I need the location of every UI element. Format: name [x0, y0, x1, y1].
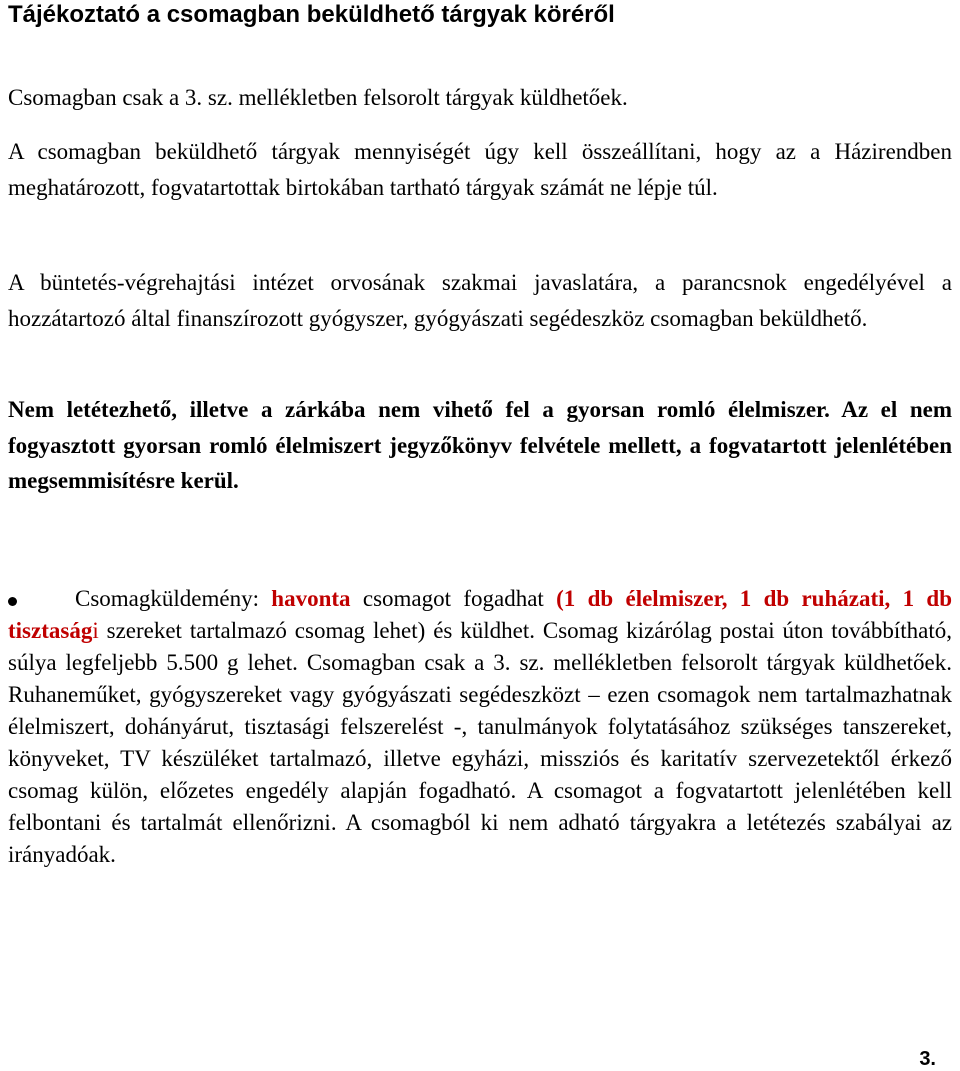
- bullet-package-shipment: [8, 583, 952, 871]
- bullet-highlight-package-types: (1 db élelmiszer, 1 db ruházati, 1 db tisztaság: [8, 586, 952, 643]
- bullet-lead: Csomagküldemény:: [75, 586, 272, 611]
- paragraph-quantity-rule: A csomagban beküldhető tárgyak mennyiségét úgy kell összeállítani, hogy az a Házirendben meghatározott, fogvatartottak birtokában tartható tárgyak számát ne lépje túl.: [8, 139, 952, 200]
- bullet-highlight-monthly: havonta: [271, 586, 351, 611]
- bullet-dot-icon: [8, 597, 17, 606]
- paragraph-perishable-food-rule: Nem letétezhető, illetve a zárkába nem vihető fel a gyorsan romló élelmiszer. Az el nem fogyasztott gyorsan romló élelmiszert jegyzőkönyv felvétele mellett, a fogvatartott jelenlétében megsemmisítésre kerül.: [8, 397, 952, 493]
- paragraph-medication-rule: A büntetés-végrehajtási intézet orvosának szakmai javaslatára, a parancsnok engedélyével a hozzátartozó által finanszírozott gyógyszer, gyógyászati segédeszköz csomagban beküldhető.: [8, 270, 952, 331]
- paragraph-package-items: Csomagban csak a 3. sz. mellékletben felsorolt tárgyak küldhetőek.: [8, 85, 628, 110]
- bullet-highlight-suffix: i: [92, 618, 99, 643]
- bullet-text: [8, 583, 952, 871]
- bullet-mid-text: csomagot fogadhat: [350, 586, 557, 611]
- document-title: Tájékoztató a csomagban beküldhető tárgyak köréről: [8, 1, 615, 28]
- page-number: 3.: [919, 1048, 936, 1070]
- bullet-rest-text: szereket tartalmazó csomag lehet) és küldhet. Csomag kizárólag postai úton továbbítható, súlya legfeljebb 5.500 g lehet. Csomagban csak a 3. sz. mellékletben felsorolt tárgyak küldhetőek. Ruhaneműket, gyógyszereket vagy gyógyászati segédeszközt – ezen csomagok nem tartalmazhatnak élelmiszert, dohányárut, tisztasági felszerelést -, tanulmányok folytatásához szükséges tanszereket, könyveket, TV készüléket tartalmazó, illetve egyházi, missziós és karitatív szervezetektől érkező csomag külön, előzetes engedély alapján fogadható. A csomagot a fogvatartott jelenlétében kell felbontani és tartalmát ellenőrizni. A csomagból ki nem adható tárgyakra a letétezés szabályai az irányadóak.: [8, 618, 952, 867]
